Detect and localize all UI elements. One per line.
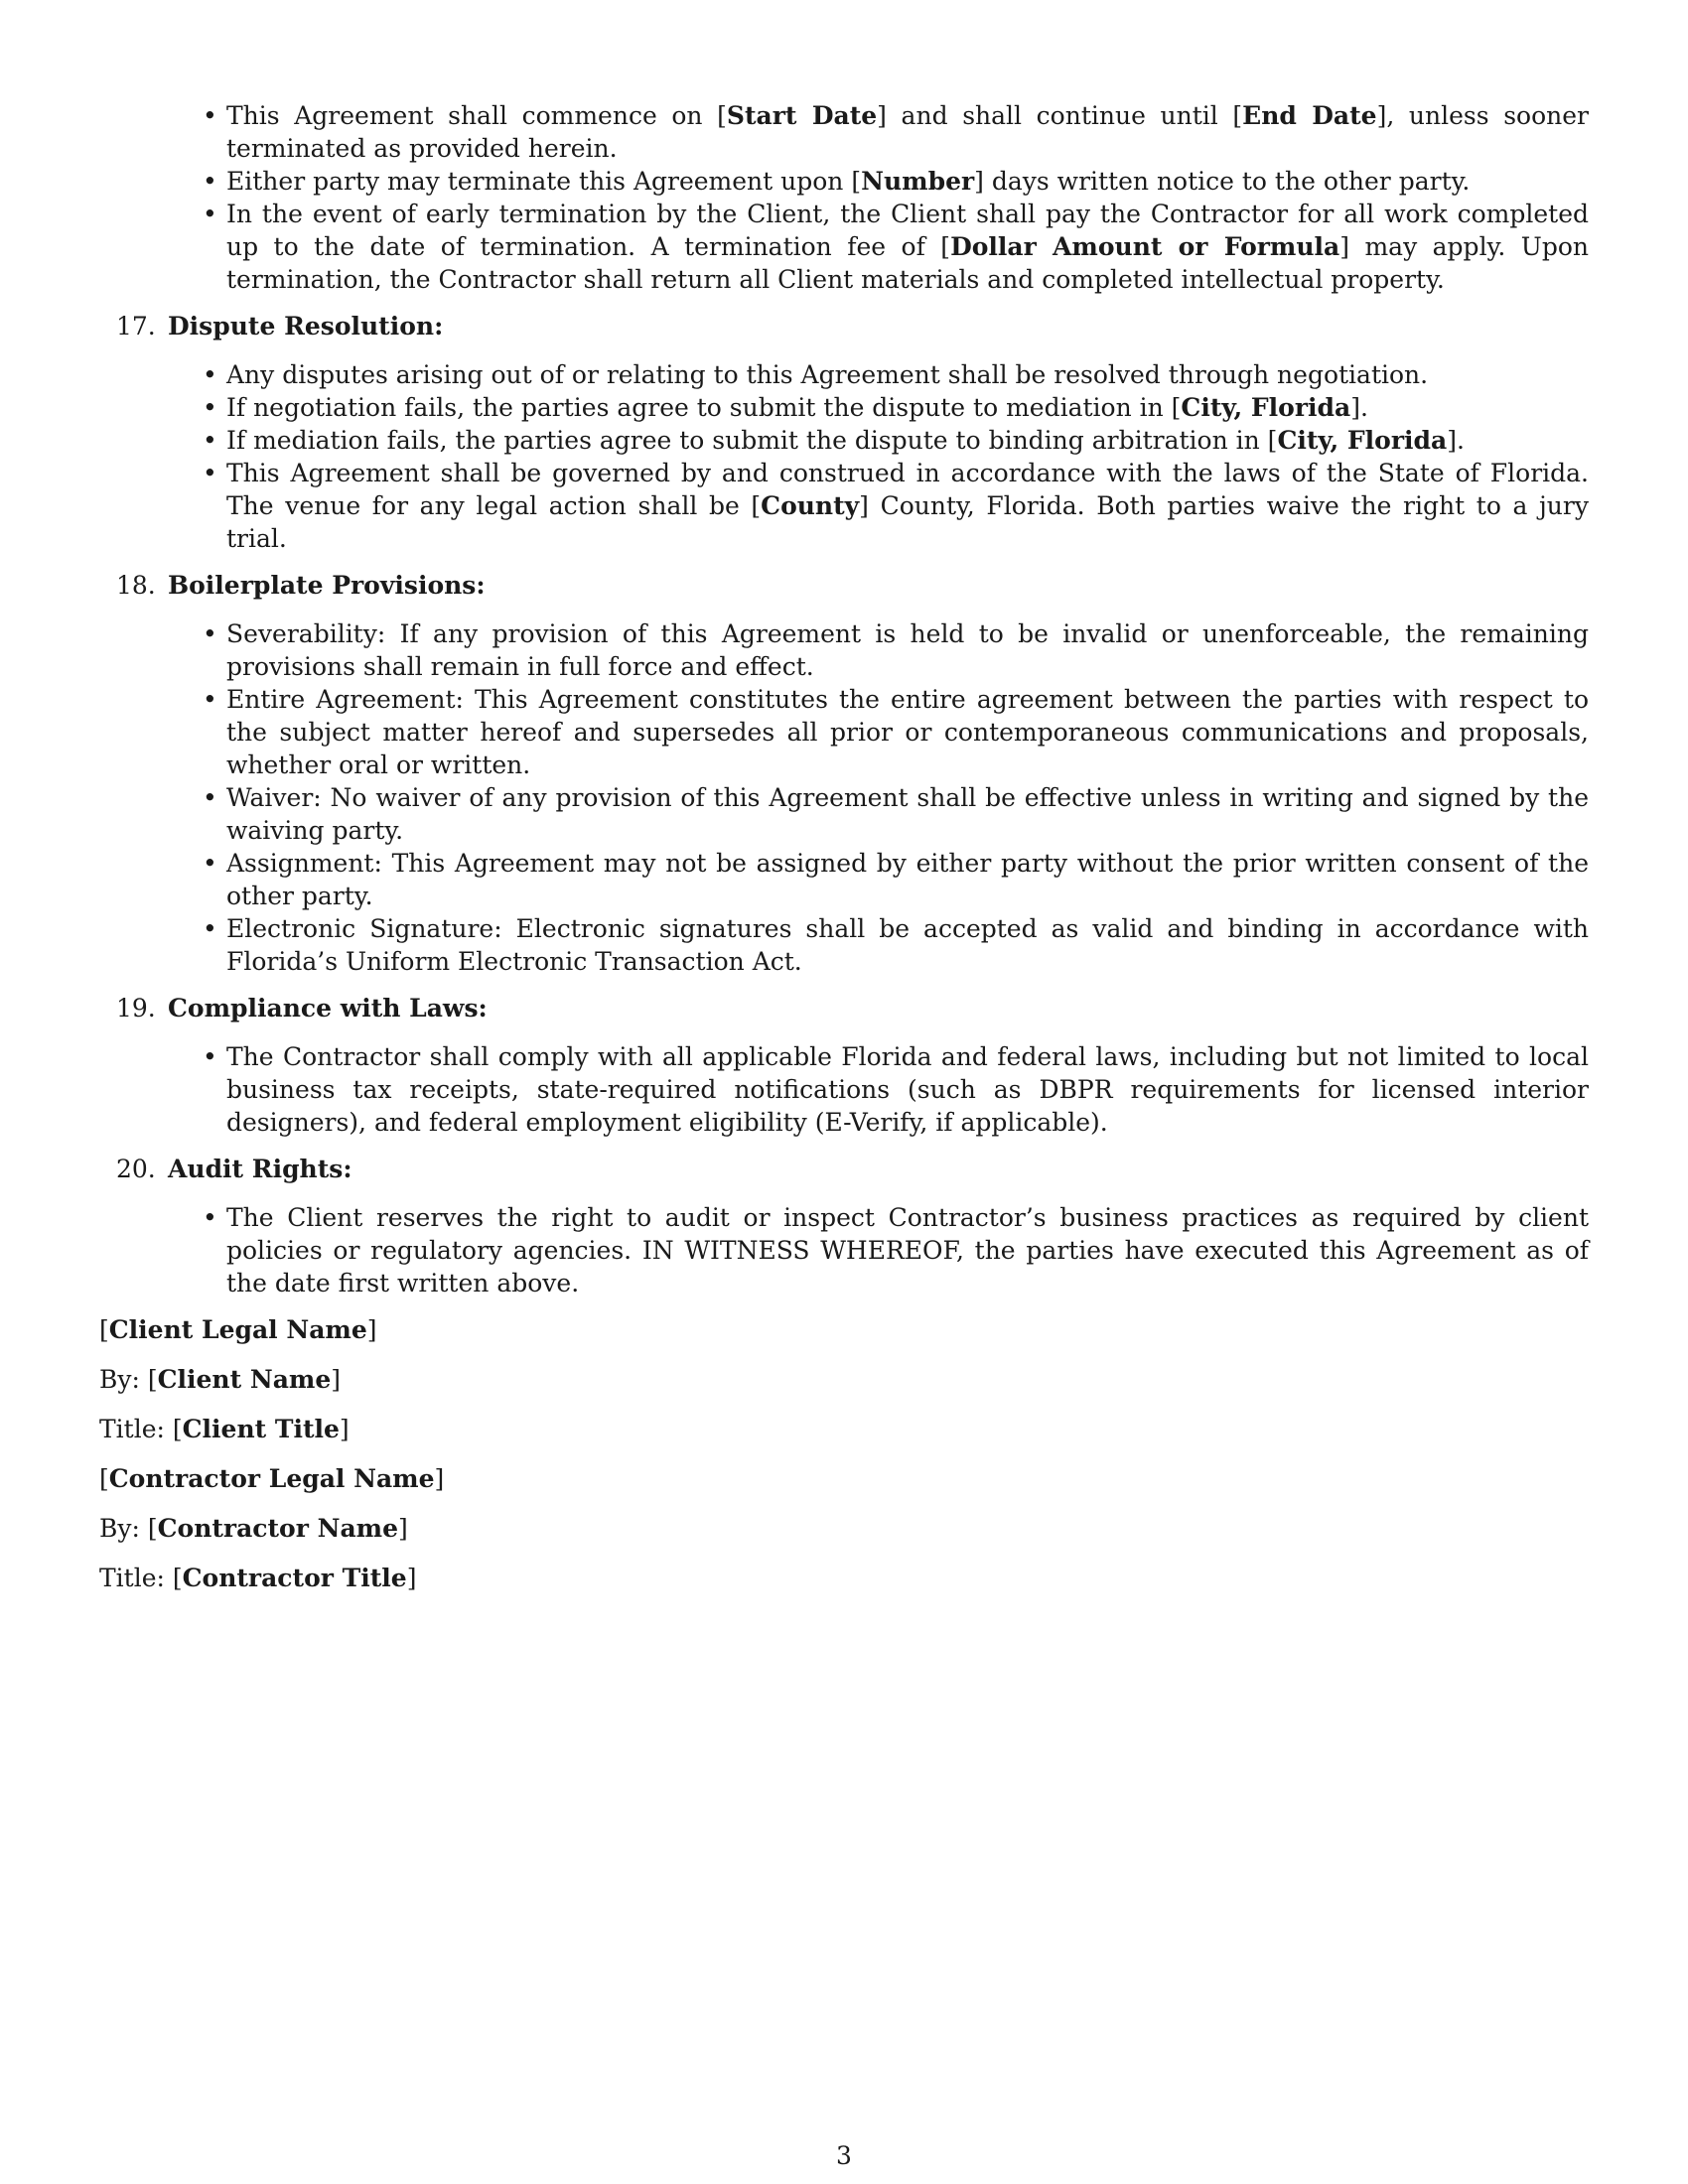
section-heading bbox=[99, 569, 1589, 602]
bullet-item: • Severability: If any provision of this Agreement is held to be invalid or unenforceable, the remaining provisions shall remain in full force and effect. bbox=[226, 617, 1589, 683]
bullet-item: • If mediation fails, the parties agree to submit the dispute to binding arbitration in [City, Florida]. bbox=[226, 424, 1589, 457]
bullet-item: • Assignment: This Agreement may not be assigned by either party without the prior written consent of the other party. bbox=[226, 847, 1589, 912]
placeholder-field: Start Date bbox=[726, 101, 878, 130]
section-title: Compliance with Laws: bbox=[168, 994, 488, 1023]
signature-line: [Client Legal Name] bbox=[99, 1315, 377, 1344]
section-title: Dispute Resolution: bbox=[168, 312, 444, 341]
bullet-item: • Any disputes arising out of or relating to this Agreement shall be resolved through negotiation. bbox=[226, 358, 1589, 391]
placeholder-field: City, Florida bbox=[1181, 393, 1351, 422]
signature-block bbox=[99, 1313, 1589, 1594]
placeholder-field: County bbox=[761, 491, 860, 520]
placeholder-field: Contractor Name bbox=[157, 1514, 399, 1543]
placeholder-field: Client Title bbox=[182, 1415, 340, 1443]
signature-line: Title: [Contractor Title] bbox=[99, 1564, 417, 1592]
placeholder-field: Number bbox=[861, 167, 975, 196]
section-number: 19. bbox=[116, 994, 156, 1023]
termination-bullet-list bbox=[99, 99, 1589, 296]
signature-line: Title: [Client Title] bbox=[99, 1415, 350, 1443]
placeholder-field: End Date bbox=[1242, 101, 1377, 130]
section-number: 20. bbox=[116, 1155, 156, 1183]
section-bullet-list bbox=[99, 358, 1589, 555]
placeholder-field: Contractor Title bbox=[182, 1564, 407, 1592]
bullet-item: • The Client reserves the right to audit or inspect Contractor’s business practices as required by client policies or regulatory agencies. IN WITNESS WHEREOF, the parties have executed this Agreement as of the date first written above. bbox=[226, 1201, 1589, 1299]
section-heading bbox=[99, 992, 1589, 1024]
section-title: Audit Rights: bbox=[168, 1155, 352, 1183]
bullet-item: • Waiver: No waiver of any provision of this Agreement shall be effective unless in writing and signed by the waiving party. bbox=[226, 781, 1589, 847]
bullet-item: • Electronic Signature: Electronic signatures shall be accepted as valid and binding in accordance with Florida’s Uniform Electronic Transaction Act. bbox=[226, 912, 1589, 978]
bullet-item: • If negotiation fails, the parties agree to submit the dispute to mediation in [City, Florida]. bbox=[226, 391, 1589, 424]
placeholder-field: City, Florida bbox=[1277, 426, 1448, 455]
bullet-item: • This Agreement shall commence on [Start Date] and shall continue until [End Date], unless sooner terminated as provided herein. bbox=[226, 99, 1589, 165]
section-number: 17. bbox=[116, 312, 156, 341]
section-bullet-list bbox=[99, 1201, 1589, 1299]
signature-line: By: [Contractor Name] bbox=[99, 1514, 408, 1543]
section-bullet-list bbox=[99, 617, 1589, 978]
placeholder-field: Dollar Amount or Formula bbox=[950, 232, 1340, 261]
document-page bbox=[99, 99, 1589, 1611]
sections-container bbox=[99, 310, 1589, 1299]
placeholder-field: Client Legal Name bbox=[108, 1315, 367, 1344]
page-number: 3 bbox=[836, 2141, 852, 2170]
bullet-item: • In the event of early termination by the Client, the Client shall pay the Contractor for all work completed up to the date of termination. A termination fee of [Dollar Amount or Formula] may apply. Upon termination, the Contractor shall return all Client materials and completed intellectual property. bbox=[226, 198, 1589, 296]
bullet-item: • Either party may terminate this Agreement upon [Number] days written notice to the other party. bbox=[226, 165, 1589, 198]
section-heading bbox=[99, 310, 1589, 342]
signature-line: [Contractor Legal Name] bbox=[99, 1464, 445, 1493]
section-number: 18. bbox=[116, 571, 156, 600]
bullet-item: • This Agreement shall be governed by and construed in accordance with the laws of the State of Florida. The venue for any legal action shall be [County] County, Florida. Both parties waive the right to a jury trial. bbox=[226, 457, 1589, 555]
bullet-item: • Entire Agreement: This Agreement constitutes the entire agreement between the parties with respect to the subject matter hereof and supersedes all prior or contemporaneous communications and proposals, whether oral or written. bbox=[226, 683, 1589, 781]
placeholder-field: Client Name bbox=[157, 1365, 332, 1394]
placeholder-field: Contractor Legal Name bbox=[108, 1464, 435, 1493]
bullet-item: • The Contractor shall comply with all applicable Florida and federal laws, including but not limited to local business tax receipts, state-required notifications (such as DBPR requirements for licensed interior designers), and federal employment eligibility (E-Verify, if applicable). bbox=[226, 1040, 1589, 1139]
section-title: Boilerplate Provisions: bbox=[168, 571, 486, 600]
signature-line: By: [Client Name] bbox=[99, 1365, 342, 1394]
section-heading bbox=[99, 1153, 1589, 1185]
section-bullet-list bbox=[99, 1040, 1589, 1139]
